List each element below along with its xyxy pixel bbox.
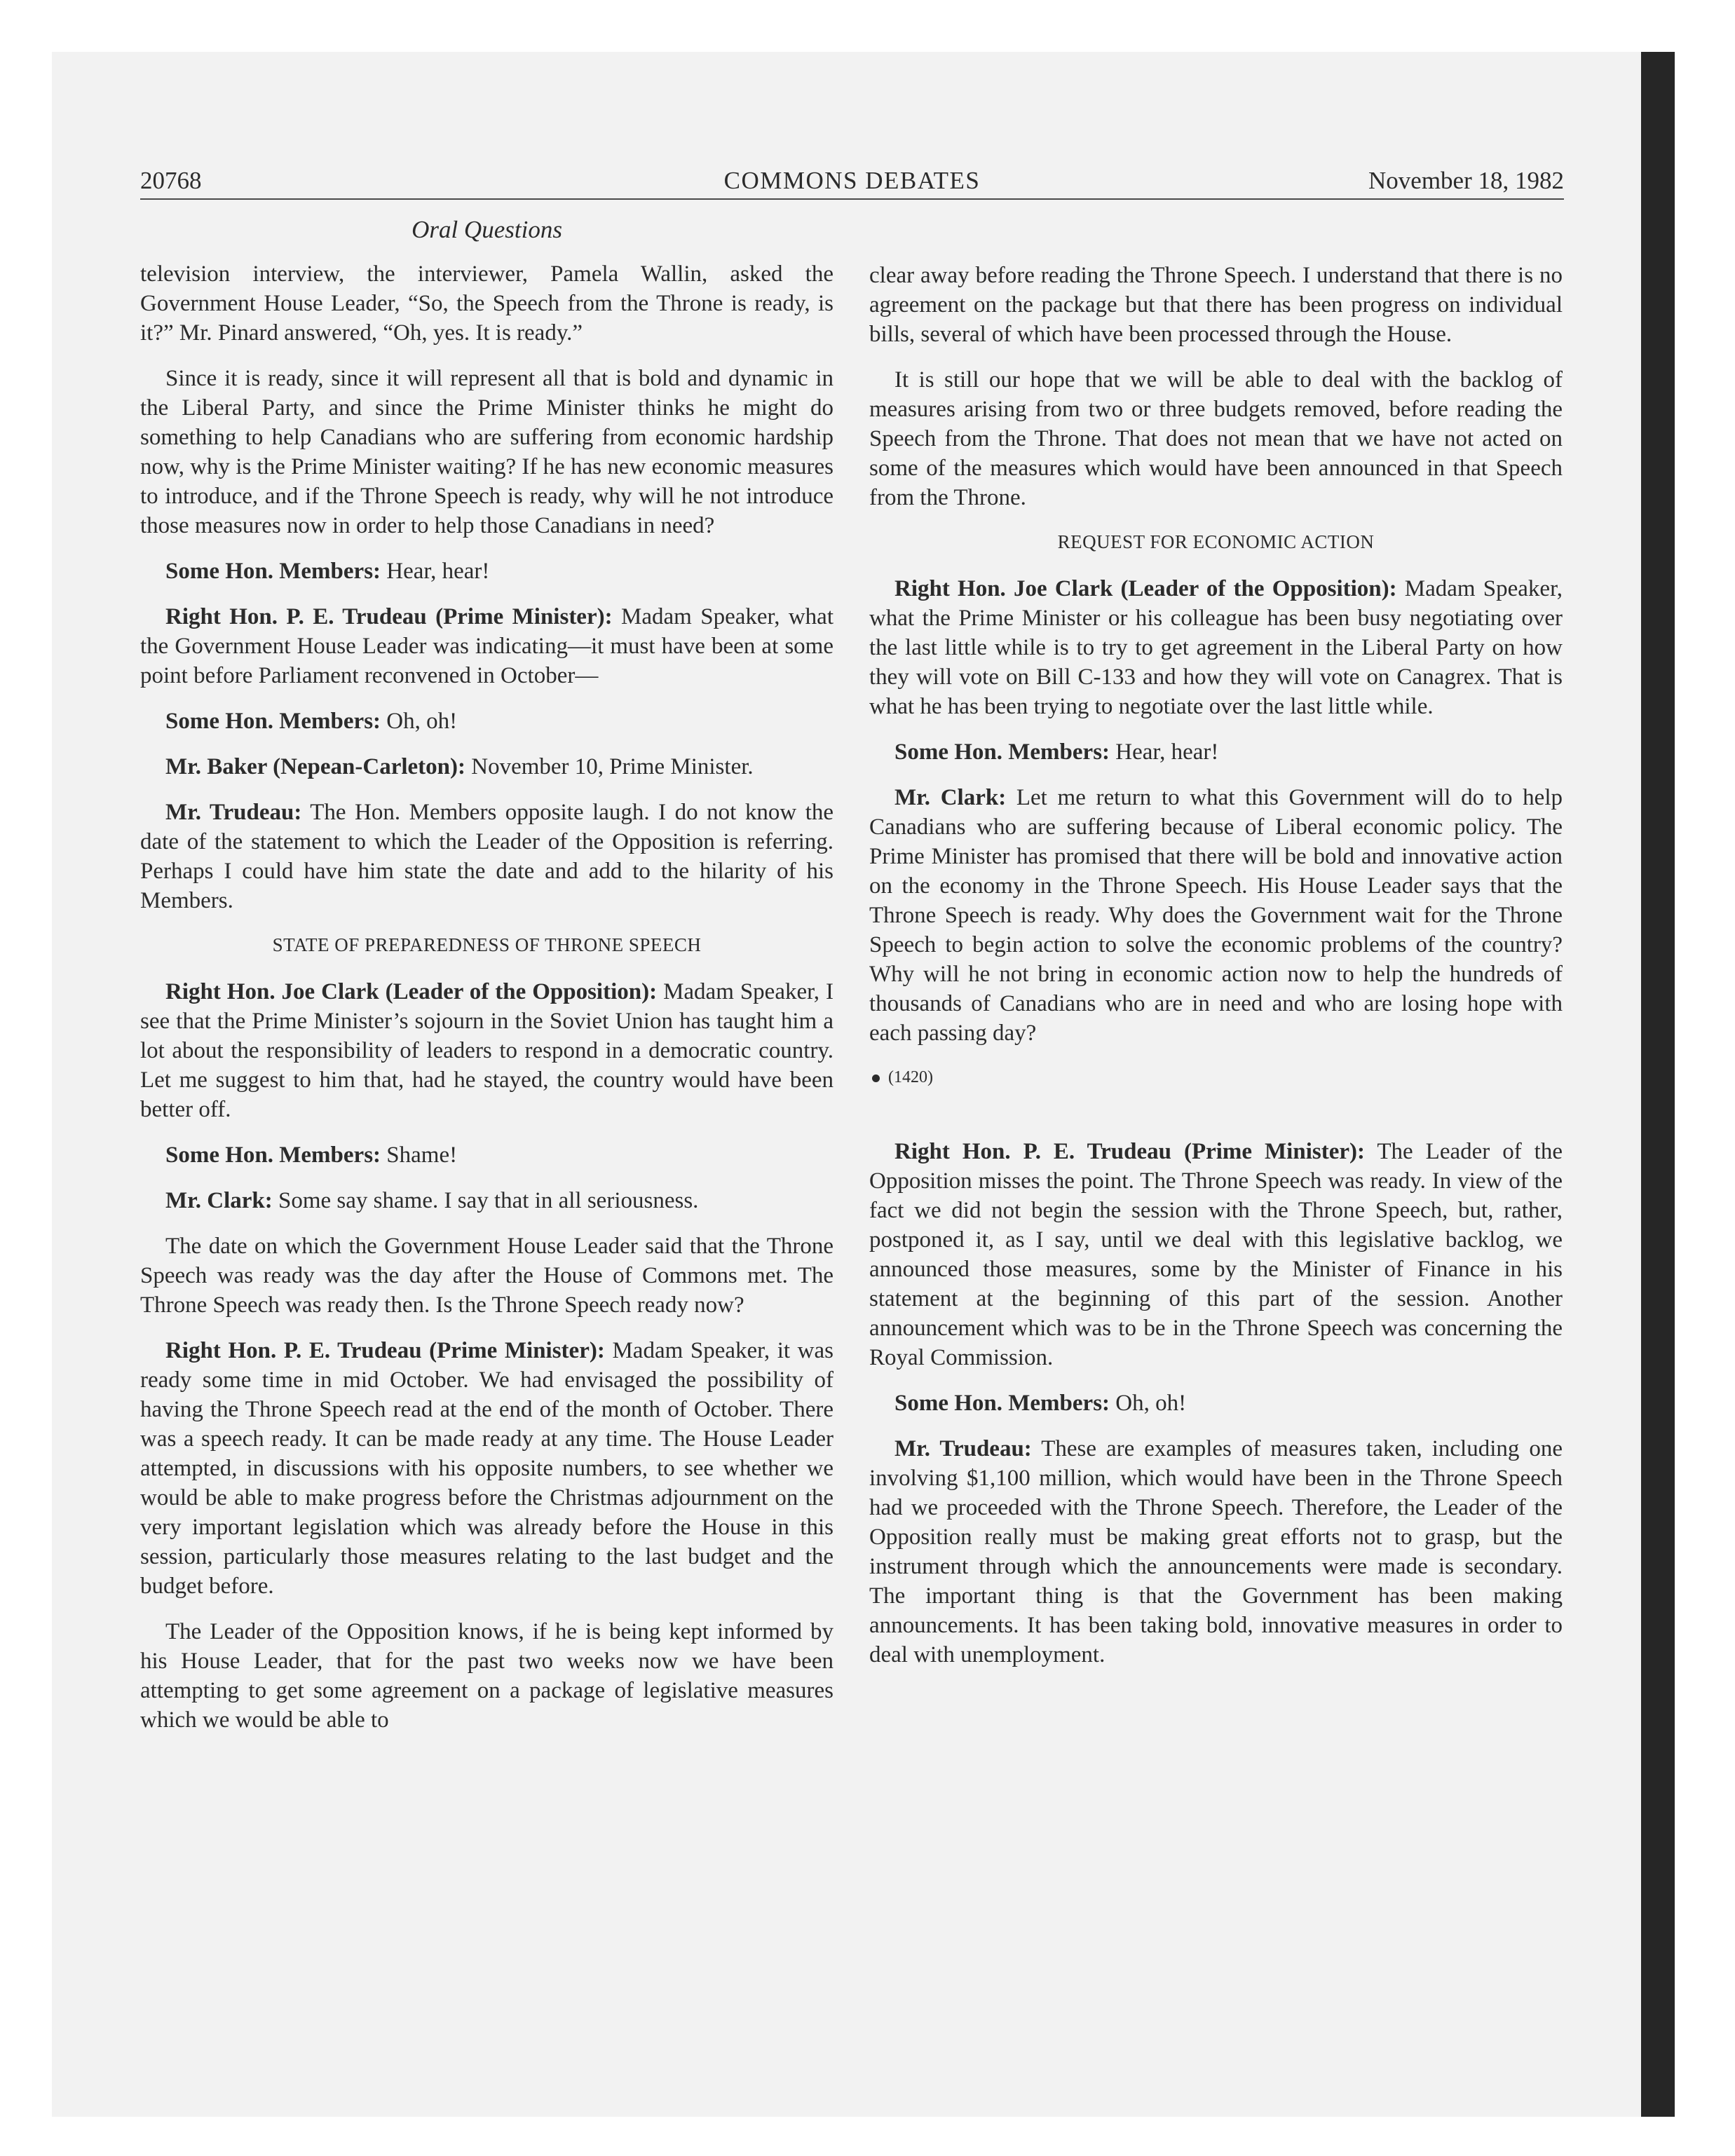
speech-paragraph [140,1336,834,1601]
speech-text: Shame! [386,1142,458,1168]
speaker-name: Mr. Clark: [165,1188,273,1213]
body-paragraph: television interview, the interviewer, Pamela Wallin, asked the Government House Leader, “So, the Speech from the Throne is ready, is it?” Mr. Pinard answered, “Oh, yes. It is ready.” [140,261,834,346]
speech-text: Madam Speaker, it was ready some time in mid October. We had envisaged the possibility of having the Throne Speech read at the end of the month of October. There was a speech ready. It can be made ready at any time. The House Leader attempted, in discussions with his opposite numbers, to see whether we would be able to make progress before the Christmas adjournment on the very important legislation which was already before the House in this session, particularly those measures relating to the last budget and the budget before. [140,1338,834,1599]
speaker-name: Right Hon. P. E. Trudeau (Prime Minister): [165,604,613,629]
speech-text: The Leader of the Opposition misses the point. The Throne Speech was ready. In view of the fact we did not begin the session with the Throne Speech, but, rather, postponed it, as I say, until we deal with this legislative backlog, we announced those measures, some by the Minister of Finance in his statement at the beginning of this part of the session. Another announcement which was to be in the Throne Speech was concerning the Royal Commission. [869,1139,1563,1370]
speech-text: Madam Speaker, I see that the Prime Minister’s sojourn in the Soviet Union has taught him a lot about the responsibility of leaders to respond in a democratic country. Let me suggest to him that, had he stayed, the country would have been better off. [140,979,834,1122]
body-paragraph: clear away before reading the Throne Speech. I understand that there is no agreement on the package but that there has been progress on individual bills, several of which have been processed through the House. [869,263,1563,347]
speaker-name: Mr. Trudeau: [165,800,302,825]
speech-text: Hear, hear! [386,559,490,584]
left-column [140,259,834,1751]
speech-paragraph [140,1186,834,1215]
speech-text: Some say shame. I say that in all seriousness. [278,1188,699,1213]
speech-paragraph [869,1137,1563,1372]
speech-text: Oh, oh! [386,709,458,734]
page-header [140,163,1564,199]
speech-text: November 10, Prime Minister. [471,754,754,779]
speaker-name: Right Hon. P. E. Trudeau (Prime Minister): [165,1338,605,1363]
speech-text: Madam Speaker, what the Prime Minister or his colleague has been busy negotiating over the last little while is to try to get agreement in the Liberal Party on how they will vote on Bill C-133 and how they will vote on Canagrex. That is what he has been trying to negotiate over the last little while. [869,576,1563,719]
speech-paragraph [140,798,834,915]
speaker-name: Some Hon. Members: [894,739,1110,765]
speech-text: Oh, oh! [1115,1391,1187,1416]
page-number: 20768 [140,167,202,194]
speech-paragraph [869,1434,1563,1670]
publication-title: COMMONS DEBATES [723,167,981,194]
section-title: Oral Questions [411,216,562,243]
speech-paragraph [140,1140,834,1170]
speaker-name: Some Hon. Members: [894,1391,1110,1416]
speech-paragraph [869,783,1563,1048]
speech-paragraph [140,752,834,782]
body-paragraph: It is still our hope that we will be able to deal with the backlog of measures arising from two or three budgets removed, before reading the Speech from the Throne. That does not mean that we have not acted on some of the measures which would have been announced in that Speech from the Throne. [869,367,1563,510]
speech-paragraph [869,1389,1563,1418]
speaker-name: Right Hon. Joe Clark (Leader of the Opposition): [165,979,658,1004]
speech-text: These are examples of measures taken, including one involving $1,100 million, which would have been in the Throne Speech had we proceeded with the Throne Speech. Therefore, the Leader of the Opposition really must be making great efforts not to grasp, but the instrument through which the announcements were made is secondary. The important thing is that the Government has been making announcements. It has been taking bold, innovative measures in order to deal with unemployment. [869,1436,1563,1667]
bullet-icon [872,1074,880,1082]
right-column [869,261,1563,1686]
speech-paragraph [869,574,1563,721]
speech-text: The Hon. Members opposite laugh. I do not know the date of the statement to which the Leader of the Opposition is referring. Perhaps I could have him state the date and add to the hilarity of his Members. [140,800,834,913]
subheading: STATE OF PREPAREDNESS OF THRONE SPEECH [272,934,702,955]
speaker-name: Some Hon. Members: [165,559,381,584]
speaker-name: Mr. Trudeau: [894,1436,1032,1461]
speaker-name: Some Hon. Members: [165,709,381,734]
body-paragraph: Since it is ready, since it will represent all that is bold and dynamic in the Liberal Party, and since the Prime Minister thinks he might do something to help Canadians who are suffering from economic hardship now, why is the Prime Minister waiting? If he has new economic measures to introduce, and if the Throne Speech is ready, why will he not introduce those measures now in order to help those Canadians in need? [140,366,834,538]
speech-paragraph [140,977,834,1124]
scan-edge-shadow [1641,52,1675,2117]
speech-paragraph [140,602,834,690]
speech-paragraph [869,737,1563,767]
speech-text: Let me return to what this Government will do to help Canadians who are suffering because of Liberal economic policy. The Prime Minister has promised that there will be bold and innovative action on the economy in the Throne Speech. His House Leader says that the Throne Speech is ready. Why does the Government wait for the Throne Speech to begin action to solve the economic problems of the country? Why will he not bring in economic action now to help the hundreds of thousands of Canadians who are in need and who are losing hope with each passing day? [869,785,1563,1046]
subheading: REQUEST FOR ECONOMIC ACTION [1057,531,1375,552]
header-rule [140,198,1564,200]
body-paragraph: The Leader of the Opposition knows, if he is being kept informed by his House Leader, that for the past two weeks now we have been attempting to get some agreement on a package of legislative measures which we would be able to [140,1619,834,1733]
page-date: November 18, 1982 [1368,167,1564,194]
time-marker [872,1064,1563,1091]
speaker-name: Mr. Clark: [894,785,1007,810]
speaker-name: Right Hon. Joe Clark (Leader of the Opposition): [894,576,1397,601]
speech-text: Madam Speaker, what the Government House Leader was indicating—it must have been at some point before Parliament reconvened in October— [140,604,834,688]
speech-text: Hear, hear! [1115,739,1219,765]
speaker-name: Mr. Baker (Nepean-Carleton): [165,754,466,779]
speech-paragraph [140,557,834,586]
speaker-name: Some Hon. Members: [165,1142,381,1168]
speaker-name: Right Hon. P. E. Trudeau (Prime Minister): [894,1139,1365,1164]
body-paragraph: The date on which the Government House Leader said that the Throne Speech was ready was the day after the House of Commons met. The Throne Speech was ready then. Is the Throne Speech ready now? [140,1234,834,1318]
time-marker-label: (1420) [888,1068,933,1086]
speech-paragraph [140,707,834,736]
